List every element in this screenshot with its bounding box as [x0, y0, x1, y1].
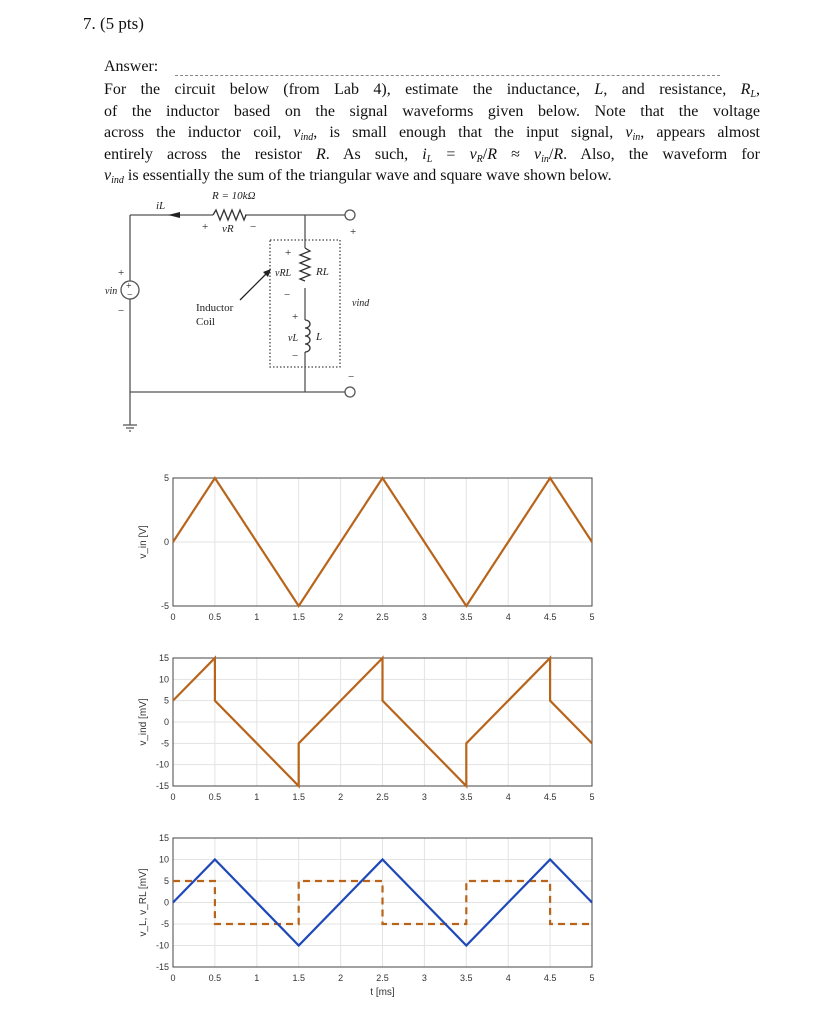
- text-segment: . Also, the waveform for: [563, 145, 761, 163]
- text-segment: across the inductor coil,: [104, 124, 294, 141]
- vrl-label: vRL: [275, 268, 292, 279]
- text-segment: /: [548, 145, 554, 163]
- vin-plus: +: [118, 267, 125, 279]
- x-tick-label: 4.5: [543, 973, 557, 983]
- y-tick-label: 0: [163, 717, 169, 727]
- text-segment: /: [482, 145, 488, 163]
- x-axis-label: t [ms]: [370, 987, 395, 998]
- y-tick-label: 5: [163, 695, 169, 706]
- x-tick-label: 2.5: [376, 792, 389, 802]
- vrl-plus: +: [285, 247, 292, 259]
- vrl-minus: −: [284, 289, 291, 301]
- l-label: L: [316, 331, 323, 343]
- text-segment: =: [432, 145, 470, 163]
- y-tick-label: -5: [160, 738, 169, 749]
- text-segment: of the inductor based on the signal waveforms given below. Note that the voltage: [104, 102, 760, 120]
- x-tick-label: 4: [505, 973, 511, 983]
- x-tick-label: 1: [254, 612, 260, 622]
- answer-label: Answer:: [104, 58, 159, 75]
- math-symbol: $v_{in}$: [625, 124, 641, 143]
- y-tick-label: 10: [158, 674, 169, 685]
- y-tick-label: -5: [160, 601, 169, 611]
- text-segment: . As such,: [325, 145, 423, 163]
- x-tick-label: 0.5: [208, 612, 222, 622]
- x-tick-label: 0.5: [208, 973, 222, 983]
- x-tick-label: 3: [421, 792, 427, 802]
- x-tick-label: 1.5: [292, 612, 305, 622]
- x-tick-label: 0: [170, 973, 176, 983]
- math-symbol: $v_{ind}$: [293, 124, 314, 143]
- vin-label: vin: [105, 286, 118, 297]
- x-tick-label: 3.5: [460, 612, 473, 622]
- vl-label: vL: [288, 333, 298, 344]
- x-tick-label: 5: [589, 792, 595, 802]
- source-minus-glyph: −: [127, 290, 133, 301]
- y-axis-label: v_in [V]: [138, 525, 149, 559]
- x-tick-label: 2.5: [376, 612, 389, 622]
- question-number: 7.: [83, 14, 96, 33]
- vr-label: vR: [222, 223, 234, 235]
- y-tick-label: -15: [155, 962, 169, 972]
- x-tick-label: 0.5: [208, 792, 222, 802]
- text-segment: For the circuit below (from Lab 4), estimate the inductance,: [104, 81, 595, 98]
- x-tick-label: 1.5: [292, 792, 305, 802]
- x-tick-label: 3.5: [460, 973, 473, 983]
- vind-label: vind: [352, 298, 370, 309]
- r-label: R = 10kΩ: [212, 190, 256, 202]
- y-tick-label: -15: [155, 781, 169, 791]
- math-symbol: L: [594, 81, 604, 98]
- vr-plus: +: [202, 221, 209, 233]
- x-tick-label: 4.5: [543, 792, 557, 802]
- vr-minus: −: [250, 221, 257, 233]
- x-tick-label: 1: [254, 792, 260, 802]
- text-segment: ,: [756, 81, 760, 98]
- vin-minus: −: [118, 305, 125, 317]
- math-symbol: R: [315, 145, 326, 163]
- x-tick-label: 0: [170, 792, 176, 802]
- x-tick-label: 5: [589, 973, 595, 983]
- chart-1: [138, 473, 595, 622]
- x-tick-label: 0: [170, 612, 176, 622]
- chart-3: [138, 833, 595, 998]
- y-tick-label: 0: [163, 897, 169, 908]
- x-tick-label: 4: [505, 612, 511, 622]
- math-symbol: $v_R$: [469, 145, 483, 165]
- text-segment: , appears almost: [640, 124, 760, 141]
- x-tick-label: 2: [338, 612, 344, 622]
- x-tick-label: 4.5: [543, 612, 557, 622]
- y-tick-label: -10: [155, 759, 169, 770]
- text-segment: , and resistance,: [603, 81, 741, 98]
- out-minus: −: [348, 371, 355, 383]
- x-tick-label: 5: [589, 612, 595, 622]
- math-symbol: $v_{ind}$: [104, 167, 124, 186]
- text-segment: ≈: [497, 145, 535, 163]
- text-segment: , is small enough that the input signal,: [313, 124, 626, 141]
- y-tick-label: 10: [158, 854, 169, 865]
- y-tick-label: 15: [158, 833, 169, 843]
- y-axis-label: v_ind [mV]: [138, 698, 149, 746]
- x-tick-label: 3: [421, 612, 427, 622]
- math-symbol: R: [487, 145, 498, 163]
- math-symbol: R: [553, 145, 564, 163]
- x-tick-label: 3.5: [460, 792, 473, 802]
- coil-label-1: Inductor: [196, 302, 234, 314]
- text-segment: entirely across the resistor: [104, 145, 316, 163]
- chart-2: [138, 653, 595, 802]
- question-points: (5 pts): [100, 14, 144, 33]
- y-tick-label: 5: [163, 473, 169, 483]
- y-tick-label: 5: [163, 876, 169, 886]
- y-axis-label: v_L, v_RL [mV]: [138, 868, 149, 937]
- math-symbol: $i_L$: [422, 145, 433, 165]
- y-tick-label: -5: [160, 919, 169, 929]
- x-tick-label: 3: [421, 973, 427, 983]
- coil-label-2: Coil: [196, 316, 215, 328]
- source-plus-glyph: +: [126, 281, 132, 292]
- y-tick-label: 15: [158, 653, 169, 663]
- x-tick-label: 4: [505, 792, 511, 802]
- x-tick-label: 1: [254, 973, 260, 983]
- x-tick-label: 1.5: [292, 973, 305, 983]
- x-tick-label: 2.5: [376, 973, 389, 983]
- vl-plus: +: [292, 311, 299, 323]
- math-symbol: $v_{in}$: [534, 145, 549, 165]
- il-label: iL: [156, 200, 166, 212]
- vl-minus: −: [292, 350, 299, 362]
- out-plus: +: [350, 226, 357, 238]
- x-tick-label: 2: [338, 792, 344, 802]
- y-tick-label: -10: [155, 940, 169, 951]
- math-symbol: $R_L$: [740, 81, 756, 100]
- rl-label: RL: [316, 266, 329, 278]
- text-segment: is essentially the sum of the triangular wave and square wave shown below.: [123, 167, 612, 184]
- y-tick-label: 0: [163, 537, 169, 547]
- x-tick-label: 2: [338, 973, 344, 983]
